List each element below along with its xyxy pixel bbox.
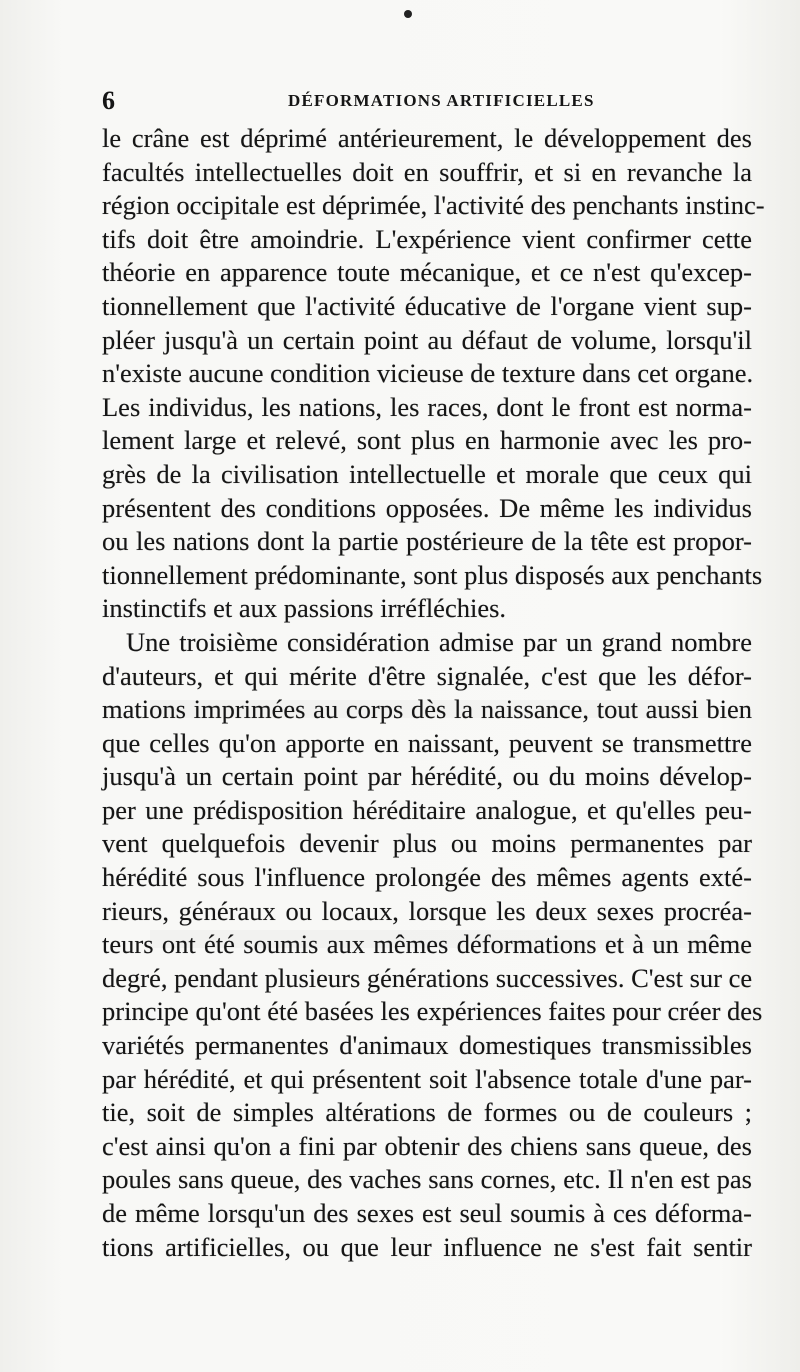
text-line: tie, soit de simples altérations de formes ou de couleurs ; xyxy=(102,1097,752,1128)
text-line: Les individus, les nations, les races, dont le front est norma- xyxy=(102,391,752,422)
text-line: rieurs, généraux ou locaux, lorsque les deux sexes procréa- xyxy=(102,895,752,926)
text-line: ou les nations dont la partie postérieure de la tête est propor- xyxy=(102,526,752,557)
text-line: facultés intellectuelles doit en souffrir, et si en revanche la xyxy=(102,156,752,187)
text-line: de même lorsqu'un des sexes est seul soumis à ces déforma- xyxy=(102,1198,752,1228)
text-line: pléer jusqu'à un certain point au défaut de volume, lorsqu'il xyxy=(102,324,752,355)
text-line: c'est ainsi qu'on a fini par obtenir des chiens sans queue, des xyxy=(102,1130,752,1161)
text-line: per une prédisposition héréditaire analogue, et qu'elles peu- xyxy=(102,794,752,825)
text-line: d'auteurs, et qui mérite d'être signalée, c'est que les défor- xyxy=(102,660,752,691)
text-line: jusqu'à un certain point par hérédité, ou du moins dévelop- xyxy=(102,761,752,792)
text-line: tions artificielles, ou que leur influence ne s'est fait sentir xyxy=(102,1231,752,1262)
running-title: DÉFORMATIONS ARTIFICIELLES xyxy=(288,91,595,110)
text-line: teurs ont été soumis aux mêmes déformations et à un même xyxy=(102,929,752,960)
text-line: par hérédité, et qui présentent soit l'absence totale d'une par- xyxy=(102,1063,752,1094)
text-line: n'existe aucune condition vicieuse de texture dans cet organe. xyxy=(102,358,754,389)
text-line: poules sans queue, des vaches sans cornes, etc. Il n'en est pas xyxy=(102,1164,752,1195)
text-line: Une troisième considération admise par un grand nombre xyxy=(126,626,752,657)
text-line: hérédité sous l'influence prolongée des mêmes agents exté- xyxy=(102,862,752,893)
text-line: grès de la civilisation intellectuelle et morale que ceux qui xyxy=(102,458,752,489)
text-line: présentent des conditions opposées. De même les individus xyxy=(102,492,752,523)
page-header xyxy=(102,86,762,116)
text-line: tionnellement que l'activité éducative de l'organe vient sup- xyxy=(102,290,752,321)
text-line: degré, pendant plusieurs générations successives. C'est sur ce xyxy=(102,962,753,993)
text-line: variétés permanentes d'animaux domestiques transmissibles xyxy=(102,1030,752,1061)
page-number: 6 xyxy=(102,86,115,115)
text-line: mations imprimées au corps dès la naissance, tout aussi bien xyxy=(102,694,752,725)
text-line: lement large et relevé, sont plus en harmonie avec les pro- xyxy=(102,425,752,456)
text-line: le crâne est déprimé antérieurement, le développement des xyxy=(102,123,752,153)
text-line: que celles qu'on apporte en naissant, peuvent se transmettre xyxy=(102,727,752,758)
text-line: théorie en apparence toute mécanique, et ce n'est qu'excep- xyxy=(102,257,752,288)
text-line: instinctifs et aux passions irréfléchies. xyxy=(102,593,507,624)
text-line: vent quelquefois devenir plus ou moins permanentes par xyxy=(102,828,752,859)
paragraph xyxy=(102,626,763,1264)
text-line: région occipitale est déprimée, l'activité des penchants instinc- xyxy=(102,190,765,221)
text-line: tifs doit être amoindrie. L'expérience vient confirmer cette xyxy=(102,223,752,254)
text-line: principe qu'ont été basées les expériences faites pour créer des xyxy=(102,996,763,1027)
paragraph xyxy=(102,122,765,626)
text-line: tionnellement prédominante, sont plus disposés aux penchants xyxy=(102,559,763,590)
ink-dot xyxy=(404,10,412,18)
body-text xyxy=(102,122,765,1264)
